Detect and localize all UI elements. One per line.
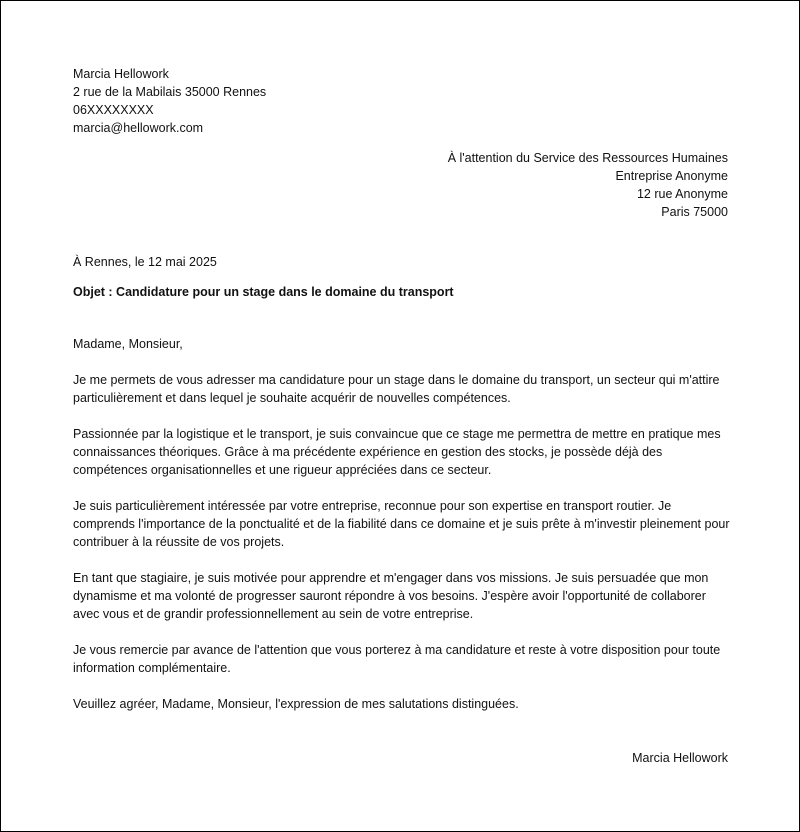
sender-block (73, 65, 473, 137)
recipient-city: Paris 75000 (661, 205, 728, 219)
sender-phone: 06XXXXXXXX (73, 103, 154, 117)
recipient-street: 12 rue Anonyme (636, 187, 728, 201)
letter-body (73, 335, 733, 731)
sender-address: 2 rue de la Mabilais 35000 Rennes (73, 85, 267, 99)
paragraph-1: Je me permets de vous adresser ma candidature pour un stage dans le domaine du transport, un secteur qui m'attire particulièrement et dans lequel je souhaite acquérir de nouvelles compétences. (73, 373, 720, 405)
letter-date: À Rennes, le 12 mai 2025 (73, 255, 217, 269)
salutation: Madame, Monsieur, (73, 337, 183, 351)
recipient-company: Entreprise Anonyme (615, 169, 728, 183)
paragraph-5: Je vous remercie par avance de l'attention que vous porterez à ma candidature et reste à votre disposition pour toute information complémentaire. (73, 643, 721, 675)
closing-paragraph: Veuillez agréer, Madame, Monsieur, l'expression de mes salutations distinguées. (73, 697, 519, 711)
paragraph-2: Passionnée par la logistique et le transport, je suis convaincue que ce stage me permettra de mettre en pratique mes connaissances théoriques. Grâce à ma précédente expérience en gestion des stocks, je possède déjà des compétences organisationnelles et une rigueur appréciées dans ce secteur. (73, 427, 721, 477)
paragraph-4: En tant que stagiaire, je suis motivée pour apprendre et m'engager dans vos missions. Je suis persuadée que mon dynamisme et ma volonté de progresser sauront répondre à vos besoins. J'espère avoir l'opportunité de collaborer avec vous et de grandir professionnellement au sein de votre entreprise. (73, 571, 709, 621)
recipient-block (308, 149, 728, 221)
sender-name: Marcia Hellowork (73, 67, 169, 81)
letter-subject: Objet : Candidature pour un stage dans le domaine du transport (73, 285, 454, 299)
signature: Marcia Hellowork (632, 751, 728, 765)
recipient-attention: À l'attention du Service des Ressources Humaines (447, 151, 728, 165)
paragraph-3: Je suis particulièrement intéressée par votre entreprise, reconnue pour son expertise en transport routier. Je comprends l'importance de la ponctualité et de la fiabilité dans ce domaine et je suis prête à m'investir pleinement pour contribuer à la réussite de vos projets. (73, 499, 730, 549)
sender-email: marcia@hellowork.com (73, 121, 204, 135)
